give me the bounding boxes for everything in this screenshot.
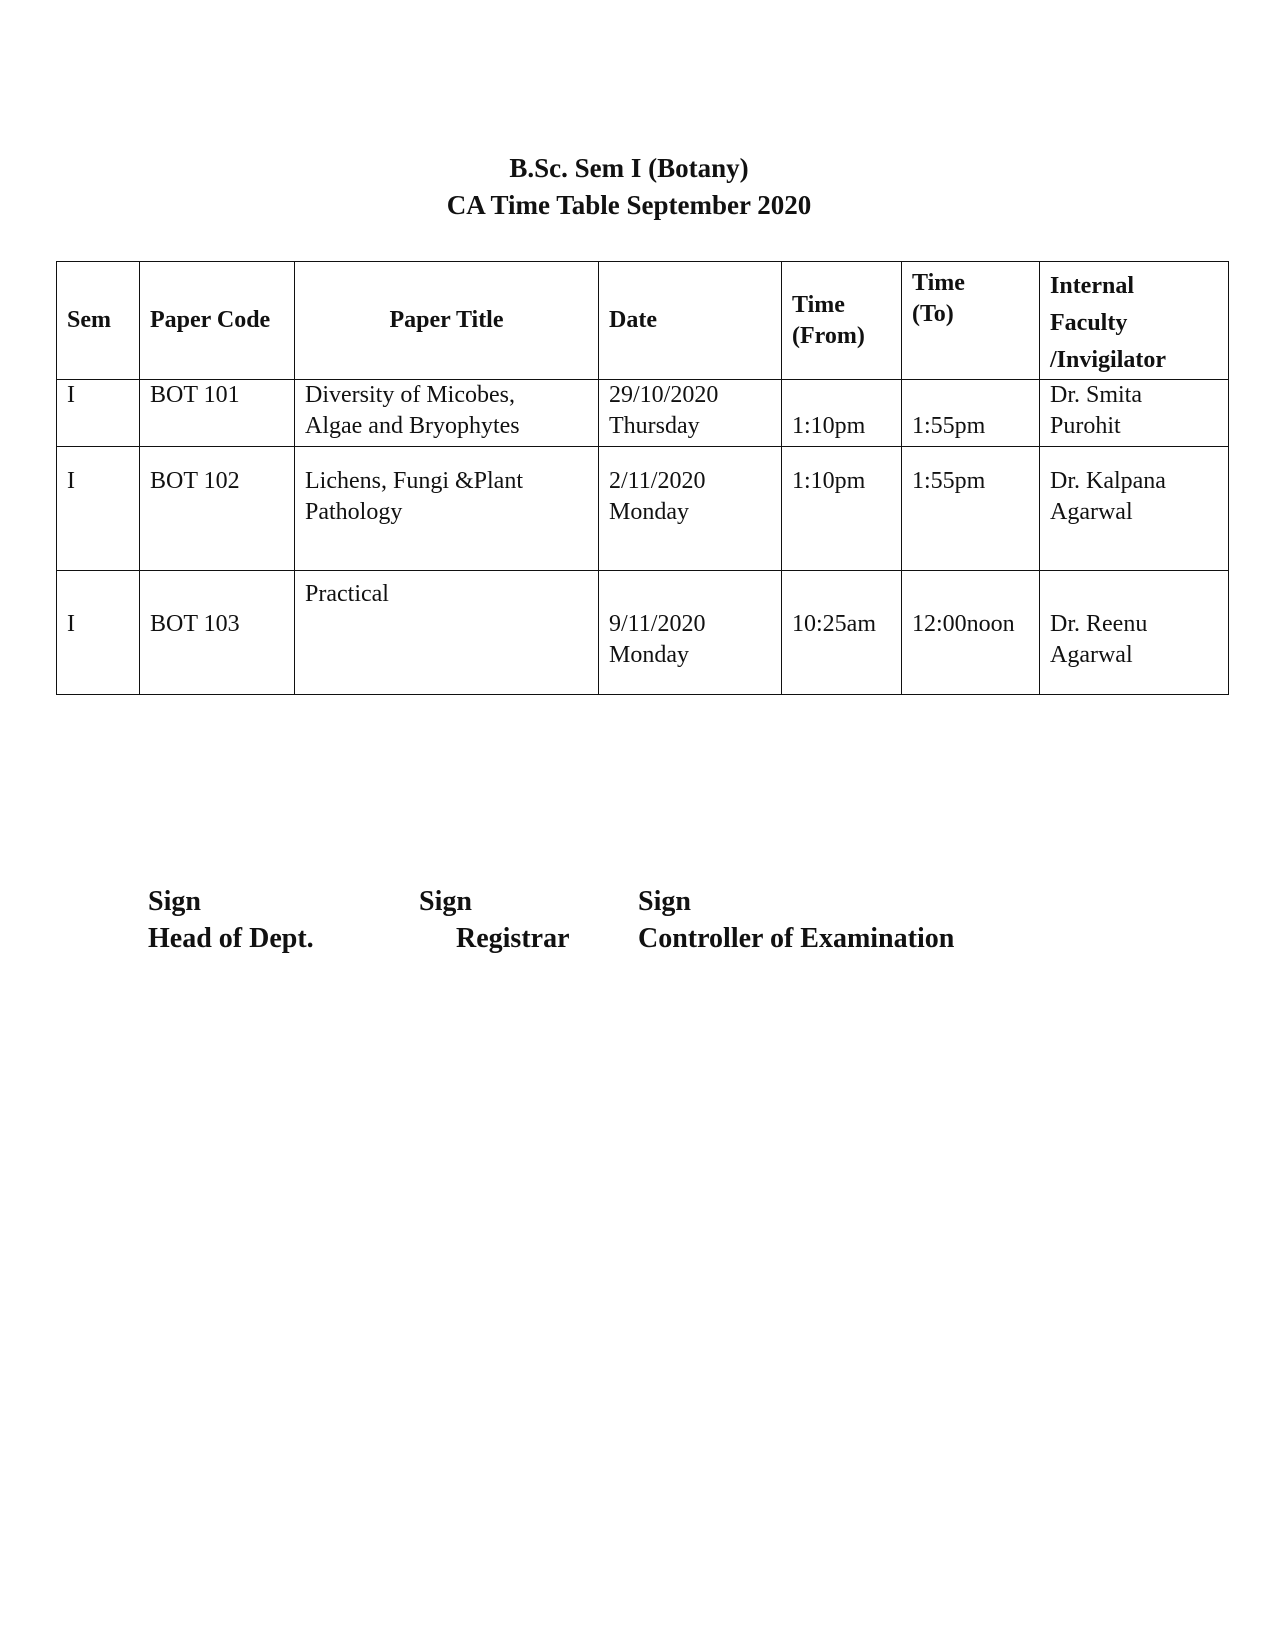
table-row (57, 447, 1229, 571)
cell-faculty (1040, 447, 1229, 571)
sign-label: Sign (148, 886, 201, 917)
header-time-from (782, 262, 902, 380)
timetable (56, 261, 1229, 695)
cell-faculty-line2: Agarwal (1050, 499, 1133, 525)
cell-faculty-line2: Agarwal (1050, 642, 1133, 668)
cell-faculty-line2: Purohit (1050, 413, 1121, 439)
cell-title-line1: Lichens, Fungi &Plant (305, 468, 523, 494)
cell-faculty (1040, 571, 1229, 695)
cell-title (295, 447, 599, 571)
signature-role: Registrar (456, 923, 570, 954)
cell-time-to-value: 1:55pm (912, 413, 986, 439)
cell-date-day: Thursday (609, 413, 700, 439)
cell-title-line2: Pathology (305, 499, 403, 525)
header-paper-code: Paper Code (140, 262, 295, 380)
cell-time-to-value: 12:00noon (912, 611, 1015, 637)
signature-role: Controller of Examination (638, 923, 955, 954)
cell-title (295, 380, 599, 447)
header-sem: Sem (57, 262, 140, 380)
table-row (57, 380, 1229, 447)
signature-head-of-dept (148, 883, 314, 957)
cell-code: BOT 101 (140, 380, 295, 447)
header-time-to (902, 262, 1040, 380)
cell-time-from (782, 380, 902, 447)
cell-date-day: Monday (609, 499, 689, 525)
header-faculty (1040, 262, 1229, 380)
document-title: B.Sc. Sem I (Botany) (509, 153, 749, 183)
cell-title-line2: Algae and Bryophytes (305, 413, 520, 439)
cell-time-from-value: 10:25am (792, 611, 876, 637)
signature-controller (638, 883, 954, 957)
cell-time-to (902, 447, 1040, 571)
cell-date (599, 571, 782, 695)
cell-sem: I (57, 380, 140, 447)
cell-code (140, 447, 295, 571)
cell-time-from-value: 1:10pm (792, 468, 866, 494)
table-header-row (57, 262, 1229, 380)
header-time-to-line2: (To) (912, 301, 954, 327)
cell-code (140, 571, 295, 695)
cell-code-value: BOT 103 (150, 611, 240, 637)
cell-time-to (902, 571, 1040, 695)
header-time-from-line1: Time (792, 291, 845, 318)
cell-title (295, 571, 599, 695)
cell-date-value: 9/11/2020 (609, 611, 706, 637)
sign-label: Sign (638, 886, 691, 917)
signature-registrar (419, 883, 570, 957)
table-row (57, 571, 1229, 695)
signature-role: Head of Dept. (148, 923, 314, 954)
cell-faculty-line1: Dr. Reenu (1050, 611, 1148, 637)
header-faculty-line1: Internal (1050, 273, 1134, 299)
cell-time-from-value: 1:10pm (792, 413, 866, 439)
sign-label: Sign (419, 886, 472, 917)
cell-sem-value: I (67, 468, 75, 494)
header-faculty-line3: /Invigilator (1050, 347, 1167, 373)
cell-date-value: 2/11/2020 (609, 468, 706, 494)
header-faculty-line2: Faculty (1050, 310, 1128, 336)
document-subtitle: CA Time Table September 2020 (446, 190, 812, 220)
cell-faculty-line1: Dr. Smita (1050, 382, 1143, 408)
cell-title-line1: Practical (305, 581, 389, 607)
cell-date (599, 447, 782, 571)
cell-date-value: 29/10/2020 (609, 382, 719, 408)
cell-faculty-line1: Dr. Kalpana (1050, 468, 1166, 494)
header-time-to-line1: Time (912, 270, 965, 296)
cell-time-from (782, 447, 902, 571)
cell-sem-value: I (67, 611, 75, 637)
header-paper-title: Paper Title (295, 262, 599, 380)
header-date: Date (599, 262, 782, 380)
header-time-from-line2: (From) (792, 322, 865, 349)
cell-code-value: BOT 102 (150, 468, 240, 494)
cell-date-day: Monday (609, 642, 689, 668)
cell-time-from (782, 571, 902, 695)
cell-sem (57, 571, 140, 695)
cell-time-to (902, 380, 1040, 447)
cell-faculty (1040, 380, 1229, 447)
cell-sem (57, 447, 140, 571)
cell-date (599, 380, 782, 447)
cell-time-to-value: 1:55pm (912, 468, 986, 494)
cell-title-line1: Diversity of Micobes, (305, 382, 515, 408)
